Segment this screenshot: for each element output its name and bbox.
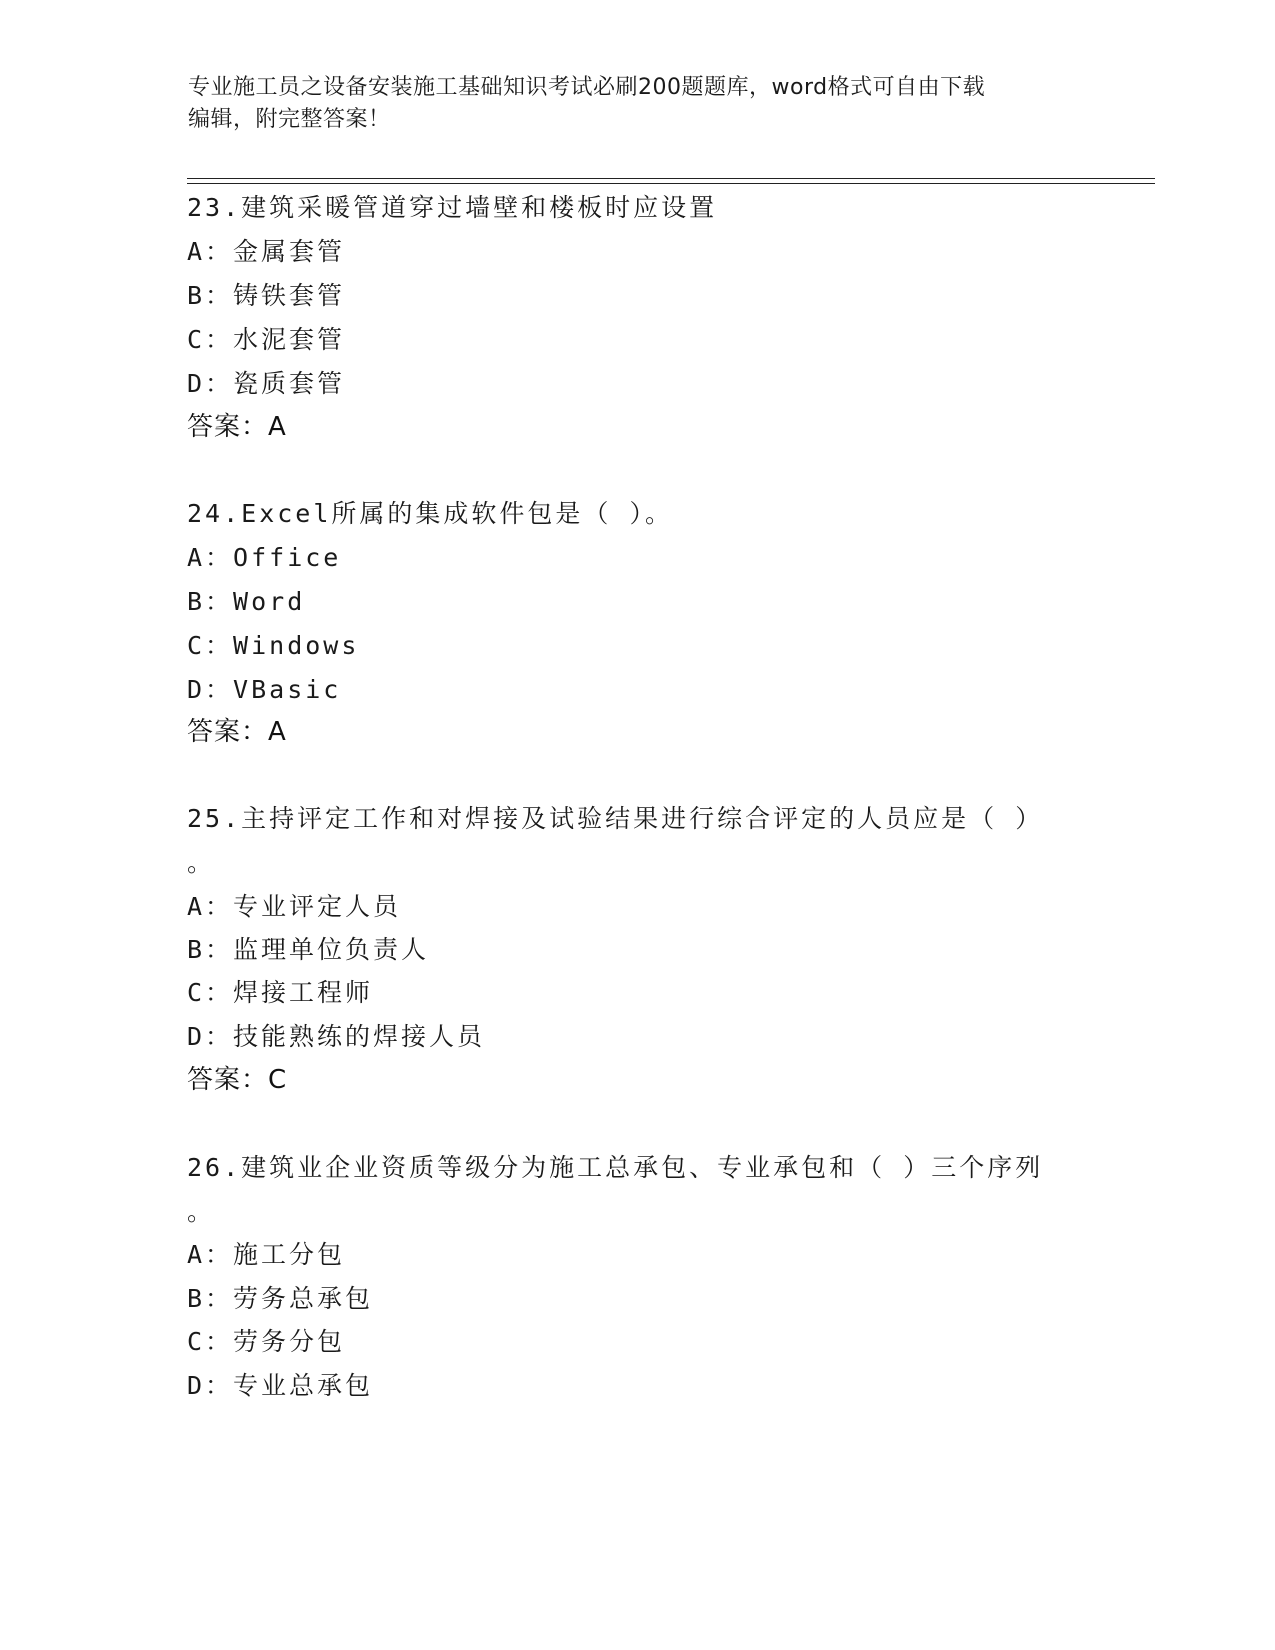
question-25-option-b: B：监理单位负责人: [187, 935, 430, 964]
question-26-option-d: D：专业总承包: [187, 1371, 374, 1400]
question-23-option-b: B：铸铁套管: [187, 281, 346, 310]
question-23-stem: 23.建筑采暖管道穿过墙壁和楼板时应设置: [187, 193, 718, 222]
question-24-option-c: C：Windows: [187, 631, 360, 660]
question-24-option-a: A：Office: [187, 543, 342, 572]
question-24-option-b: B：Word: [187, 587, 306, 616]
question-25-stem: 25.主持评定工作和对焊接及试验结果进行综合评定的人员应是（ ）: [187, 804, 1044, 833]
header-divider-bottom: [187, 183, 1155, 184]
question-25-option-a: A：专业评定人员: [187, 892, 402, 921]
question-26-stem: 26.建筑业企业资质等级分为施工总承包、专业承包和（ ）三个序列: [187, 1153, 1044, 1182]
question-23-option-d: D：瓷质套管: [187, 369, 346, 398]
question-25-option-c: C：焊接工程师: [187, 978, 374, 1007]
question-23-option-a: A：金属套管: [187, 237, 346, 266]
question-26-option-a: A：施工分包: [187, 1240, 346, 1269]
question-25-stem-continuation: 。: [187, 848, 216, 877]
header-divider-top: [187, 178, 1155, 179]
header-line-2: 编辑，附完整答案！: [188, 107, 391, 132]
question-23-answer: 答案：A: [187, 412, 287, 442]
document-header: [188, 72, 1088, 136]
question-24-stem: 24.Excel所属的集成软件包是（ ）。: [187, 499, 673, 528]
header-line-1: 专业施工员之设备安装施工基础知识考试必刷200题题库，word格式可自由下载: [188, 75, 986, 100]
question-26-option-c: C：劳务分包: [187, 1327, 346, 1356]
question-25-option-d: D：技能熟练的焊接人员: [187, 1022, 486, 1051]
question-24-option-d: D：VBasic: [187, 675, 342, 704]
question-25-answer: 答案：C: [187, 1065, 288, 1095]
question-23-option-c: C：水泥套管: [187, 325, 346, 354]
question-26-option-b: B：劳务总承包: [187, 1284, 374, 1313]
question-24-answer: 答案：A: [187, 717, 287, 747]
question-26-stem-continuation: 。: [187, 1197, 216, 1226]
